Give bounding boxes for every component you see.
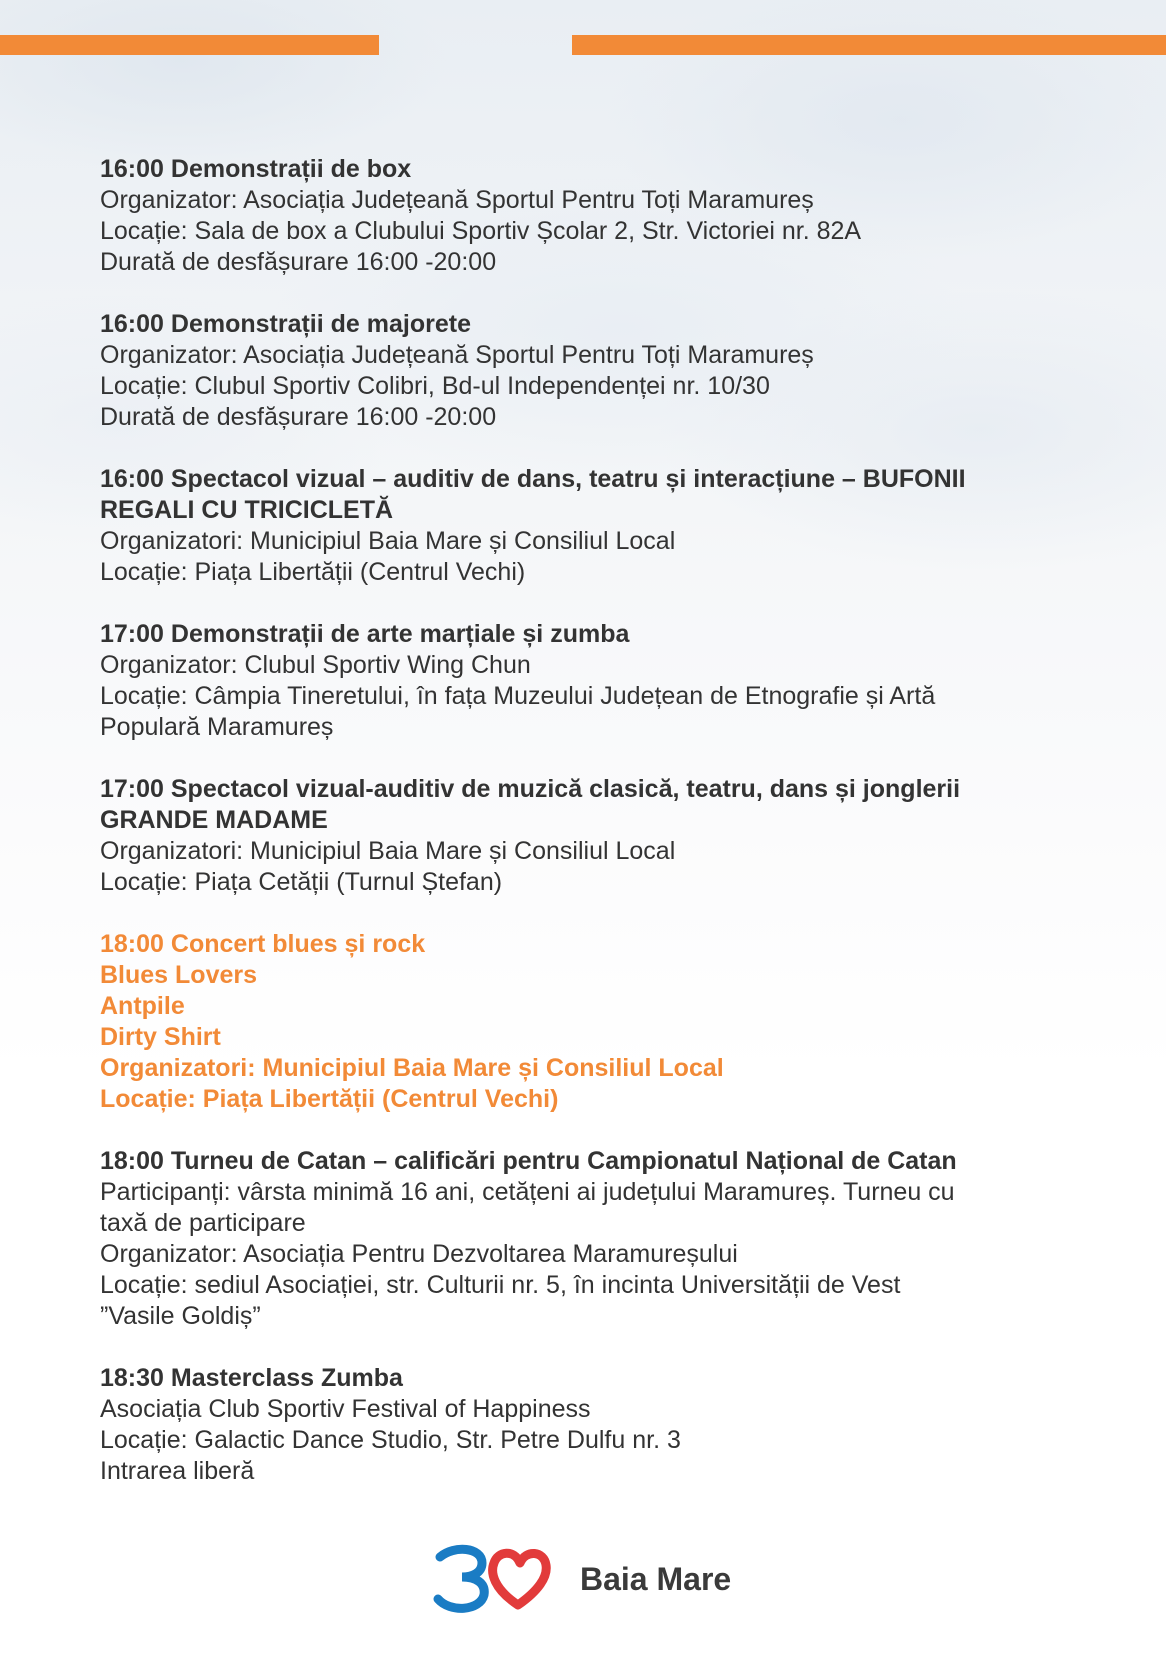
event-title-continued: REGALI CU TRICICLETĂ	[100, 496, 394, 524]
event-entry-note: Intrarea liberă	[100, 1457, 255, 1485]
event-majorete	[100, 309, 1080, 433]
event-location: Locație: Piața Libertății (Centrul Vechi)	[100, 558, 526, 586]
event-location: Locație: Galactic Dance Studio, Str. Petre Dulfu nr. 3	[100, 1426, 681, 1454]
event-title: 16:00 Demonstrații de majorete	[100, 310, 471, 338]
event-organizer: Organizatori: Municipiul Baia Mare și Consiliul Local	[100, 1054, 724, 1082]
brand-name: Baia Mare	[580, 1561, 732, 1597]
event-concert-blues-rock	[100, 929, 1080, 1115]
event-location: Locație: Sala de box a Clubului Sportiv Școlar 2, Str. Victoriei nr. 82A	[100, 217, 862, 245]
event-bufonii-regali	[100, 464, 1080, 588]
event-grande-madame	[100, 774, 1080, 898]
band-name: Antpile	[100, 992, 185, 1020]
event-title: 16:00 Spectacol vizual – auditiv de dans, teatru și interacțiune – BUFONII	[100, 465, 966, 493]
event-arte-martiale	[100, 619, 1080, 743]
event-duration: Durată de desfășurare 16:00 -20:00	[100, 248, 497, 276]
event-organizer: Organizatori: Municipiul Baia Mare și Consiliul Local	[100, 837, 676, 865]
event-location-continued: Populară Maramureș	[100, 713, 334, 741]
event-location: Locație: Piața Cetății (Turnul Ștefan)	[100, 868, 503, 896]
event-title: 17:00 Spectacol vizual-auditiv de muzică clasică, teatru, dans și jonglerii	[100, 775, 961, 803]
event-program	[100, 154, 1080, 1518]
event-duration: Durată de desfășurare 16:00 -20:00	[100, 403, 497, 431]
event-title: 17:00 Demonstrații de arte marțiale și zumba	[100, 620, 630, 648]
event-location: Locație: sediul Asociației, str. Culturii nr. 5, în incinta Universității de Vest	[100, 1271, 901, 1299]
event-organizer: Organizator: Asociația Pentru Dezvoltarea Maramureșului	[100, 1240, 738, 1268]
event-title-continued: GRANDE MADAME	[100, 806, 328, 834]
event-organizer: Organizator: Asociația Județeană Sportul Pentru Toți Maramureș	[100, 186, 814, 214]
event-location: Locație: Piața Libertății (Centrul Vechi)	[100, 1085, 559, 1113]
event-box	[100, 154, 1080, 278]
event-location-continued: ”Vasile Goldiș”	[100, 1302, 261, 1330]
band-name: Blues Lovers	[100, 961, 258, 989]
event-organizer: Organizator: Asociația Județeană Sportul Pentru Toți Maramureș	[100, 341, 814, 369]
top-accent-bar-left	[0, 35, 379, 55]
event-turneu-catan	[100, 1146, 1080, 1332]
event-title: 16:00 Demonstrații de box	[100, 155, 412, 183]
thirty-heart-logo-icon	[432, 1543, 562, 1613]
event-location: Locație: Clubul Sportiv Colibri, Bd-ul Independenței nr. 10/30	[100, 372, 770, 400]
event-participants: Participanți: vârsta minimă 16 ani, cetățeni ai județului Maramureș. Turneu cu	[100, 1178, 955, 1206]
event-organizer: Asociația Club Sportiv Festival of Happiness	[100, 1395, 591, 1423]
event-title: 18:00 Turneu de Catan – calificări pentru Campionatul Național de Catan	[100, 1147, 957, 1175]
event-organizer: Organizatori: Municipiul Baia Mare și Consiliul Local	[100, 527, 676, 555]
band-name: Dirty Shirt	[100, 1023, 221, 1051]
event-organizer: Organizator: Clubul Sportiv Wing Chun	[100, 651, 531, 679]
event-title: 18:30 Masterclass Zumba	[100, 1364, 403, 1392]
event-location: Locație: Câmpia Tineretului, în fața Muzeului Județean de Etnografie și Artă	[100, 682, 936, 710]
event-masterclass-zumba	[100, 1363, 1080, 1487]
top-accent-bar-right	[572, 35, 1166, 55]
event-title: 18:00 Concert blues și rock	[100, 930, 426, 958]
event-participants-continued: taxă de participare	[100, 1209, 306, 1237]
baia-mare-logo	[432, 1543, 762, 1613]
